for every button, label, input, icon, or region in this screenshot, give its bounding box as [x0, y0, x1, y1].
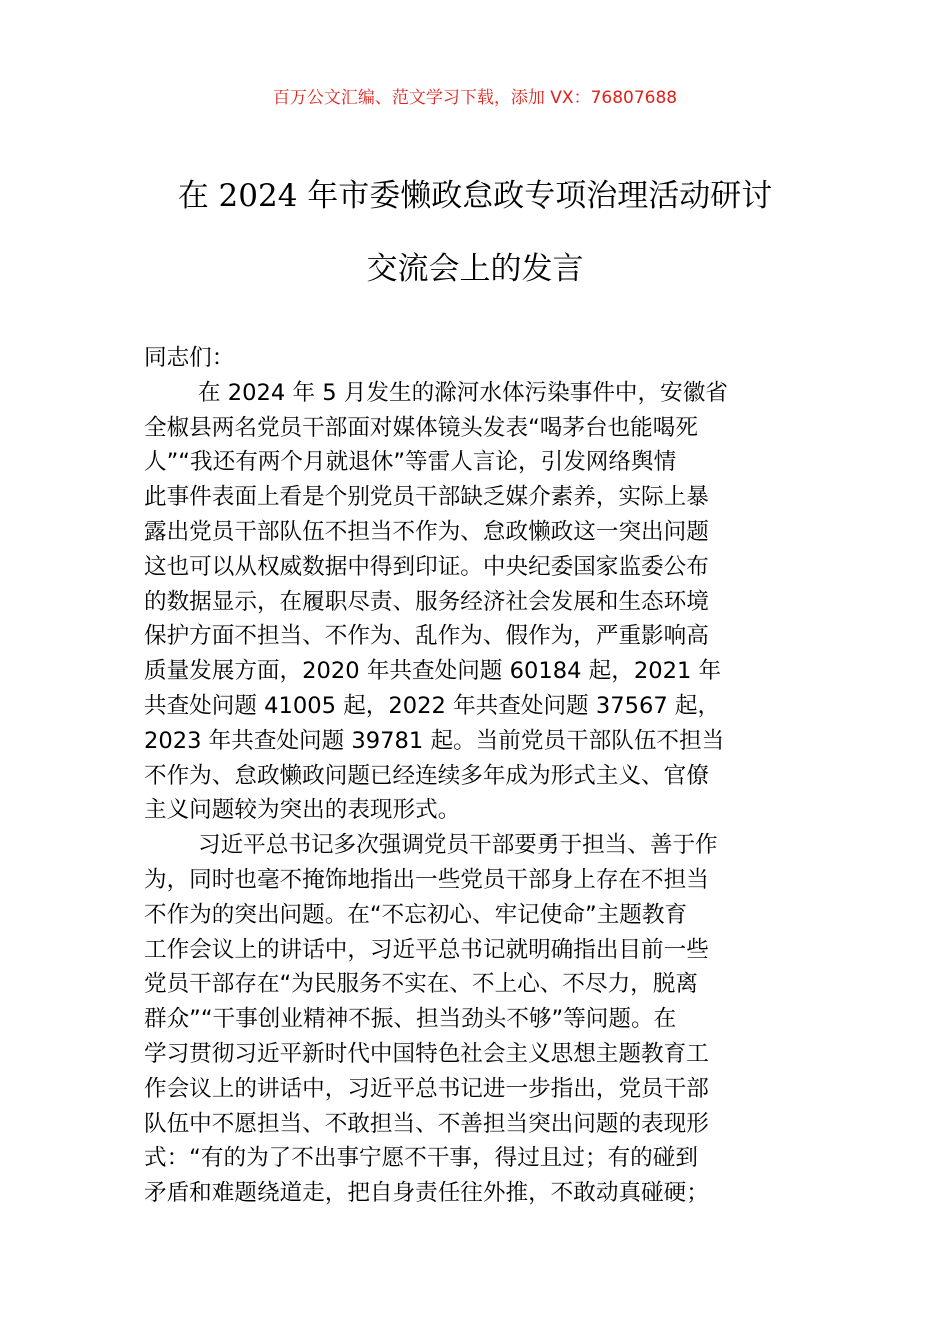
body-line: 质量发展方面，2020 年共查处问题 60184 起，2021 年 — [144, 658, 722, 685]
body-line: 不作为的突出问题。在“不忘初心、牢记使命”主题教育 — [144, 901, 688, 928]
body-line: 不作为、怠政懒政问题已经连续多年成为形式主义、官僚 — [144, 762, 709, 789]
body-line: 共查处问题 41005 起，2022 年共查处问题 37567 起， — [144, 692, 721, 719]
document-title — [100, 178, 850, 287]
watermark-text: 百万公文汇编、范文学习下载，添加 VX：76807688 — [272, 88, 678, 108]
body-line: 习近平总书记多次强调党员干部要勇于担当、善于作 — [198, 832, 718, 859]
body-line: 主义问题较为突出的表现形式。 — [144, 797, 461, 824]
document-body — [144, 341, 816, 1211]
body-line: 群众”“干事创业精神不振、担当劲头不够”等问题。在 — [144, 1006, 677, 1033]
body-line: 工作会议上的讲话中，习近平总书记就明确指出目前一些 — [144, 936, 709, 963]
body-line: 2023 年共查处问题 39781 起。当前党员干部队伍不担当 — [144, 727, 725, 754]
body-line: 人”“我还有两个月就退休”等雷人言论，引发网络舆情 — [144, 449, 677, 476]
body-line: 队伍中不愿担当、不敢担当、不善担当突出问题的表现形 — [144, 1110, 709, 1137]
body-line: 在 2024 年 5 月发生的滁河水体污染事件中，安徽省 — [198, 379, 728, 406]
body-line: 此事件表面上看是个别党员干部缺乏媒介素养，实际上暴 — [144, 484, 709, 511]
body-line: 全椒县两名党员干部面对媒体镜头发表“喝茅台也能喝死 — [144, 414, 698, 441]
body-line: 的数据显示，在履职尽责、服务经济社会发展和生态环境 — [144, 588, 709, 615]
title-line-2: 交流会上的发言 — [366, 251, 584, 287]
body-line: 式：“有的为了不出事宁愿不干事，得过且过；有的碰到 — [144, 1145, 698, 1172]
body-line: 矛盾和难题绕道走，把自身责任往外推，不敢动真碰硬； — [144, 1180, 709, 1207]
body-line: 露出党员干部队伍不担当不作为、怠政懒政这一突出问题 — [144, 518, 709, 545]
title-line-1: 在 2024 年市委懒政怠政专项治理活动研讨 — [177, 178, 773, 214]
body-line: 这也可以从权威数据中得到印证。中央纪委国家监委公布 — [144, 553, 709, 580]
body-line: 作会议上的讲话中，习近平总书记进一步指出，党员干部 — [144, 1075, 709, 1102]
body-line: 为，同时也毫不掩饰地指出一些党员干部身上存在不担当 — [144, 866, 709, 893]
body-line: 保护方面不担当、不作为、乱作为、假作为，严重影响高 — [144, 623, 709, 650]
body-line: 党员干部存在“为民服务不实在、不上心、不尽力，脱离 — [144, 971, 698, 998]
body-line: 学习贯彻习近平新时代中国特色社会主义思想主题教育工 — [144, 1040, 709, 1067]
greeting: 同志们： — [144, 345, 235, 371]
